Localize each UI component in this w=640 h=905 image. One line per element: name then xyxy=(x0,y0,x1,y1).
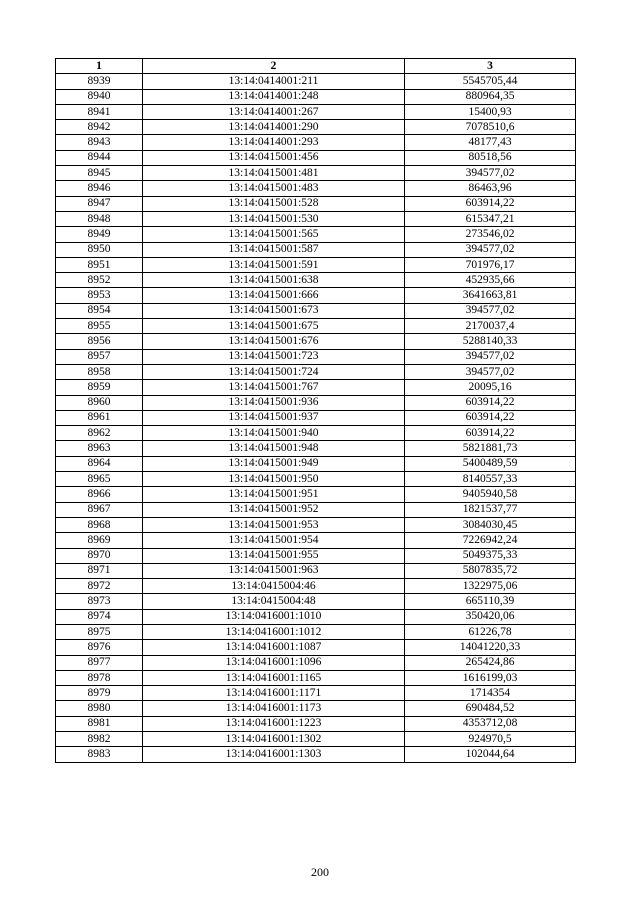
cadastral-number-cell: 13:14:0415001:951 xyxy=(143,487,405,502)
table-row xyxy=(56,104,576,119)
table-row xyxy=(56,74,576,89)
value-cell: 48177,43 xyxy=(405,135,576,150)
cadastral-number-cell: 13:14:0416001:1171 xyxy=(143,686,405,701)
table-row xyxy=(56,196,576,211)
value-cell: 394577,02 xyxy=(405,242,576,257)
value-cell: 603914,22 xyxy=(405,196,576,211)
cadastral-number-cell: 13:14:0415001:530 xyxy=(143,211,405,226)
cadastral-number-cell: 13:14:0415001:481 xyxy=(143,166,405,181)
value-cell: 15400,93 xyxy=(405,104,576,119)
row-number-cell: 8944 xyxy=(56,150,143,165)
row-number-cell: 8970 xyxy=(56,548,143,563)
row-number-cell: 8949 xyxy=(56,227,143,242)
table-row xyxy=(56,303,576,318)
value-cell: 86463,96 xyxy=(405,181,576,196)
cadastral-number-cell: 13:14:0415001:675 xyxy=(143,319,405,334)
value-cell: 924970,5 xyxy=(405,732,576,747)
value-cell: 5400489,59 xyxy=(405,456,576,471)
table-row xyxy=(56,456,576,471)
value-cell: 615347,21 xyxy=(405,211,576,226)
row-number-cell: 8978 xyxy=(56,670,143,685)
value-cell: 690484,52 xyxy=(405,701,576,716)
cadastral-number-cell: 13:14:0415001:528 xyxy=(143,196,405,211)
header-row xyxy=(56,59,576,74)
cadastral-number-cell: 13:14:0416001:1012 xyxy=(143,624,405,639)
cadastral-number-cell: 13:14:0415001:591 xyxy=(143,257,405,272)
row-number-cell: 8942 xyxy=(56,120,143,135)
value-cell: 603914,22 xyxy=(405,395,576,410)
table-row xyxy=(56,517,576,532)
value-cell: 20095,16 xyxy=(405,380,576,395)
cadastral-number-cell: 13:14:0415001:673 xyxy=(143,303,405,318)
table-row xyxy=(56,380,576,395)
cadastral-number-cell: 13:14:0415001:565 xyxy=(143,227,405,242)
row-number-cell: 8961 xyxy=(56,410,143,425)
value-cell: 5049375,33 xyxy=(405,548,576,563)
row-number-cell: 8969 xyxy=(56,533,143,548)
cadastral-number-cell: 13:14:0415001:936 xyxy=(143,395,405,410)
row-number-cell: 8945 xyxy=(56,166,143,181)
cadastral-number-cell: 13:14:0416001:1302 xyxy=(143,732,405,747)
row-number-cell: 8957 xyxy=(56,349,143,364)
value-cell: 7078510,6 xyxy=(405,120,576,135)
cadastral-number-cell: 13:14:0415001:952 xyxy=(143,502,405,517)
cadastral-number-cell: 13:14:0415001:963 xyxy=(143,563,405,578)
row-number-cell: 8976 xyxy=(56,640,143,655)
table-row xyxy=(56,716,576,731)
value-cell: 1821537,77 xyxy=(405,502,576,517)
cadastral-number-cell: 13:14:0415001:948 xyxy=(143,441,405,456)
row-number-cell: 8971 xyxy=(56,563,143,578)
table-row xyxy=(56,670,576,685)
cadastral-number-cell: 13:14:0415001:955 xyxy=(143,548,405,563)
value-cell: 265424,86 xyxy=(405,655,576,670)
table-row xyxy=(56,211,576,226)
row-number-cell: 8965 xyxy=(56,472,143,487)
row-number-cell: 8983 xyxy=(56,747,143,762)
cadastral-number-cell: 13:14:0416001:1087 xyxy=(143,640,405,655)
row-number-cell: 8946 xyxy=(56,181,143,196)
row-number-cell: 8979 xyxy=(56,686,143,701)
table-row xyxy=(56,257,576,272)
cadastral-number-cell: 13:14:0416001:1010 xyxy=(143,609,405,624)
value-cell: 80518,56 xyxy=(405,150,576,165)
row-number-cell: 8953 xyxy=(56,288,143,303)
row-number-cell: 8943 xyxy=(56,135,143,150)
value-cell: 394577,02 xyxy=(405,349,576,364)
row-number-cell: 8960 xyxy=(56,395,143,410)
table-row xyxy=(56,135,576,150)
table-row xyxy=(56,624,576,639)
table-row xyxy=(56,655,576,670)
cadastral-number-cell: 13:14:0415001:666 xyxy=(143,288,405,303)
row-number-cell: 8980 xyxy=(56,701,143,716)
value-cell: 273546,02 xyxy=(405,227,576,242)
table-body xyxy=(56,74,576,762)
table-row xyxy=(56,640,576,655)
table-row xyxy=(56,349,576,364)
cadastral-number-cell: 13:14:0415001:767 xyxy=(143,380,405,395)
table-row xyxy=(56,609,576,624)
cadastral-number-cell: 13:14:0415004:48 xyxy=(143,594,405,609)
table-row xyxy=(56,89,576,104)
row-number-cell: 8967 xyxy=(56,502,143,517)
table-row xyxy=(56,563,576,578)
value-cell: 603914,22 xyxy=(405,410,576,425)
table-row xyxy=(56,579,576,594)
value-cell: 102044,64 xyxy=(405,747,576,762)
cadastral-number-cell: 13:14:0415001:954 xyxy=(143,533,405,548)
row-number-cell: 8948 xyxy=(56,211,143,226)
row-number-cell: 8941 xyxy=(56,104,143,119)
table-row xyxy=(56,441,576,456)
value-cell: 61226,78 xyxy=(405,624,576,639)
cadastral-number-cell: 13:14:0415001:950 xyxy=(143,472,405,487)
cadastral-number-cell: 13:14:0415001:483 xyxy=(143,181,405,196)
table-row xyxy=(56,747,576,762)
table-row xyxy=(56,472,576,487)
cadastral-number-cell: 13:14:0415001:949 xyxy=(143,456,405,471)
value-cell: 3084030,45 xyxy=(405,517,576,532)
row-number-cell: 8968 xyxy=(56,517,143,532)
row-number-cell: 8939 xyxy=(56,74,143,89)
row-number-cell: 8973 xyxy=(56,594,143,609)
table-row xyxy=(56,594,576,609)
value-cell: 5288140,33 xyxy=(405,334,576,349)
row-number-cell: 8982 xyxy=(56,732,143,747)
cadastral-number-cell: 13:14:0414001:290 xyxy=(143,120,405,135)
table-row xyxy=(56,502,576,517)
cadastral-number-cell: 13:14:0415001:456 xyxy=(143,150,405,165)
table-row xyxy=(56,227,576,242)
cadastral-number-cell: 13:14:0415001:937 xyxy=(143,410,405,425)
row-number-cell: 8952 xyxy=(56,273,143,288)
cadastral-number-cell: 13:14:0415004:46 xyxy=(143,579,405,594)
value-cell: 5807835,72 xyxy=(405,563,576,578)
table-row xyxy=(56,181,576,196)
row-number-cell: 8963 xyxy=(56,441,143,456)
cadastral-number-cell: 13:14:0414001:293 xyxy=(143,135,405,150)
row-number-cell: 8981 xyxy=(56,716,143,731)
value-cell: 394577,02 xyxy=(405,364,576,379)
cadastral-number-cell: 13:14:0415001:723 xyxy=(143,349,405,364)
value-cell: 14041220,33 xyxy=(405,640,576,655)
table-row xyxy=(56,166,576,181)
column-header-cadastral-number: 2 xyxy=(143,59,405,74)
cadastral-number-cell: 13:14:0415001:953 xyxy=(143,517,405,532)
cadastral-number-cell: 13:14:0416001:1096 xyxy=(143,655,405,670)
value-cell: 701976,17 xyxy=(405,257,576,272)
table-row xyxy=(56,410,576,425)
table-row xyxy=(56,319,576,334)
table-row xyxy=(56,334,576,349)
value-cell: 394577,02 xyxy=(405,166,576,181)
table-row xyxy=(56,273,576,288)
row-number-cell: 8975 xyxy=(56,624,143,639)
table-row xyxy=(56,288,576,303)
table-row xyxy=(56,120,576,135)
value-cell: 5545705,44 xyxy=(405,74,576,89)
row-number-cell: 8962 xyxy=(56,426,143,441)
table-row xyxy=(56,686,576,701)
cadastral-number-cell: 13:14:0414001:267 xyxy=(143,104,405,119)
cadastral-number-cell: 13:14:0414001:211 xyxy=(143,74,405,89)
table-row xyxy=(56,533,576,548)
table-row xyxy=(56,701,576,716)
row-number-cell: 8950 xyxy=(56,242,143,257)
cadastral-number-cell: 13:14:0415001:940 xyxy=(143,426,405,441)
row-number-cell: 8954 xyxy=(56,303,143,318)
cadastral-number-cell: 13:14:0415001:638 xyxy=(143,273,405,288)
value-cell: 880964,35 xyxy=(405,89,576,104)
value-cell: 394577,02 xyxy=(405,303,576,318)
cadastral-number-cell: 13:14:0416001:1223 xyxy=(143,716,405,731)
row-number-cell: 8958 xyxy=(56,364,143,379)
row-number-cell: 8977 xyxy=(56,655,143,670)
row-number-cell: 8940 xyxy=(56,89,143,104)
row-number-cell: 8955 xyxy=(56,319,143,334)
cadastral-number-cell: 13:14:0416001:1303 xyxy=(143,747,405,762)
column-header-value: 3 xyxy=(405,59,576,74)
table-row xyxy=(56,732,576,747)
value-cell: 350420,06 xyxy=(405,609,576,624)
row-number-cell: 8959 xyxy=(56,380,143,395)
row-number-cell: 8964 xyxy=(56,456,143,471)
row-number-cell: 8972 xyxy=(56,579,143,594)
value-cell: 3641663,81 xyxy=(405,288,576,303)
value-cell: 5821881,73 xyxy=(405,441,576,456)
value-cell: 8140557,33 xyxy=(405,472,576,487)
cadastral-number-cell: 13:14:0415001:587 xyxy=(143,242,405,257)
value-cell: 7226942,24 xyxy=(405,533,576,548)
value-cell: 1714354 xyxy=(405,686,576,701)
cadastral-number-cell: 13:14:0415001:676 xyxy=(143,334,405,349)
value-cell: 1322975,06 xyxy=(405,579,576,594)
data-table xyxy=(55,58,576,763)
value-cell: 2170037,4 xyxy=(405,319,576,334)
table-row xyxy=(56,150,576,165)
value-cell: 452935,66 xyxy=(405,273,576,288)
cadastral-number-cell: 13:14:0416001:1173 xyxy=(143,701,405,716)
column-header-number: 1 xyxy=(56,59,143,74)
page-number: 200 xyxy=(311,865,329,879)
row-number-cell: 8974 xyxy=(56,609,143,624)
cadastral-number-cell: 13:14:0416001:1165 xyxy=(143,670,405,685)
table-row xyxy=(56,242,576,257)
row-number-cell: 8947 xyxy=(56,196,143,211)
row-number-cell: 8951 xyxy=(56,257,143,272)
row-number-cell: 8956 xyxy=(56,334,143,349)
value-cell: 4353712,08 xyxy=(405,716,576,731)
table-header xyxy=(56,59,576,74)
table-row xyxy=(56,548,576,563)
cadastral-number-cell: 13:14:0414001:248 xyxy=(143,89,405,104)
value-cell: 665110,39 xyxy=(405,594,576,609)
value-cell: 1616199,03 xyxy=(405,670,576,685)
row-number-cell: 8966 xyxy=(56,487,143,502)
table-row xyxy=(56,487,576,502)
value-cell: 603914,22 xyxy=(405,426,576,441)
table-row xyxy=(56,426,576,441)
cadastral-number-cell: 13:14:0415001:724 xyxy=(143,364,405,379)
table-row xyxy=(56,364,576,379)
table-row xyxy=(56,395,576,410)
value-cell: 9405940,58 xyxy=(405,487,576,502)
